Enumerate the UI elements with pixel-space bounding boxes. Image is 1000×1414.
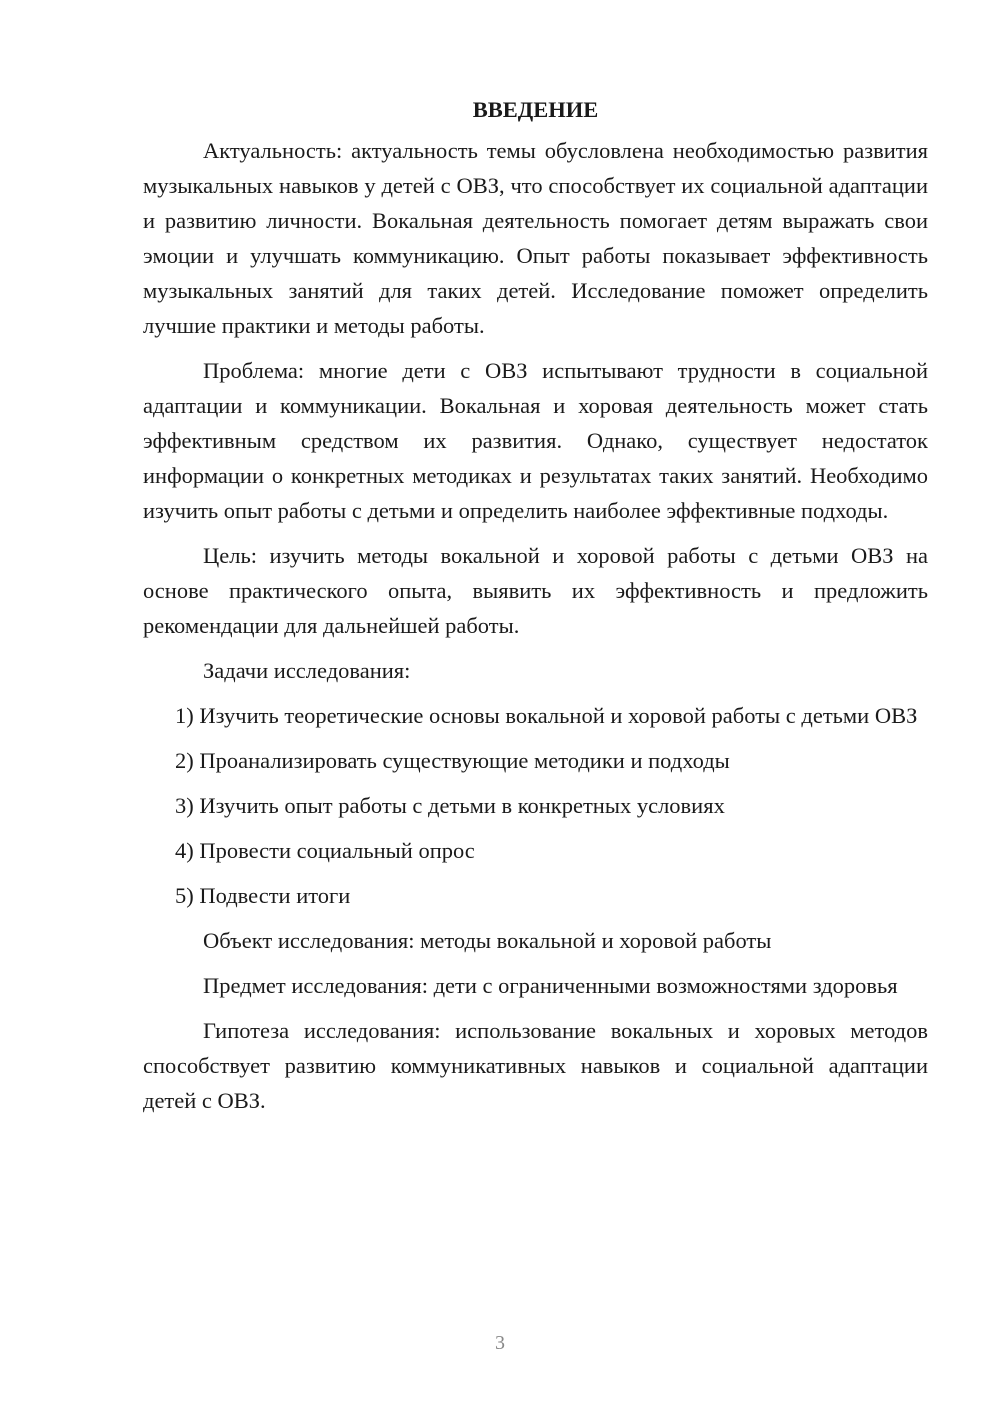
task-item: 4) Провести социальный опрос xyxy=(175,838,475,863)
task-item: 5) Подвести итоги xyxy=(175,883,351,908)
paragraph-problem: Проблема: многие дети с ОВЗ испытывают трудности в социальной адаптации и коммуникации. Вокальная и хоровая деятельность может стать эффективным средством их развития. Однако, существует недостаток информации о конкретных методиках и результатах таких занятий. Необходимо изучить опыт работы с детьми и определить наиболее эффективные подходы. xyxy=(143,358,928,523)
paragraph-subject: Предмет исследования: дети с ограниченными возможностями здоровья xyxy=(203,973,898,998)
task-item: 3) Изучить опыт работы с детьми в конкретных условиях xyxy=(175,793,725,818)
task-item: 1) Изучить теоретические основы вокальной и хоровой работы с детьми ОВЗ xyxy=(175,703,918,728)
paragraph-object: Объект исследования: методы вокальной и хоровой работы xyxy=(203,928,772,953)
document-page xyxy=(143,92,928,1128)
section-title: ВВЕДЕНИЕ xyxy=(472,97,599,122)
paragraph-relevance: Актуальность: актуальность темы обусловлена необходимостью развития музыкальных навыков у детей с ОВЗ, что способствует их социальной адаптации и развитию личности. Вокальная деятельность помогает детям выражать свои эмоции и улучшать коммуникацию. Опыт работы показывает эффективность музыкальных занятий для таких детей. Исследование поможет определить лучшие практики и методы работы. xyxy=(143,138,928,338)
paragraph-goal: Цель: изучить методы вокальной и хоровой работы с детьми ОВЗ на основе практического опыта, выявить их эффективность и предложить рекомендации для дальнейшей работы. xyxy=(143,543,928,638)
page-number: 3 xyxy=(495,1332,505,1354)
task-item: 2) Проанализировать существующие методики и подходы xyxy=(175,748,730,773)
paragraph-hypothesis: Гипотеза исследования: использование вокальных и хоровых методов способствует развитию коммуникативных навыков и социальной адаптации детей с ОВЗ. xyxy=(143,1018,928,1113)
tasks-heading: Задачи исследования: xyxy=(203,658,411,683)
